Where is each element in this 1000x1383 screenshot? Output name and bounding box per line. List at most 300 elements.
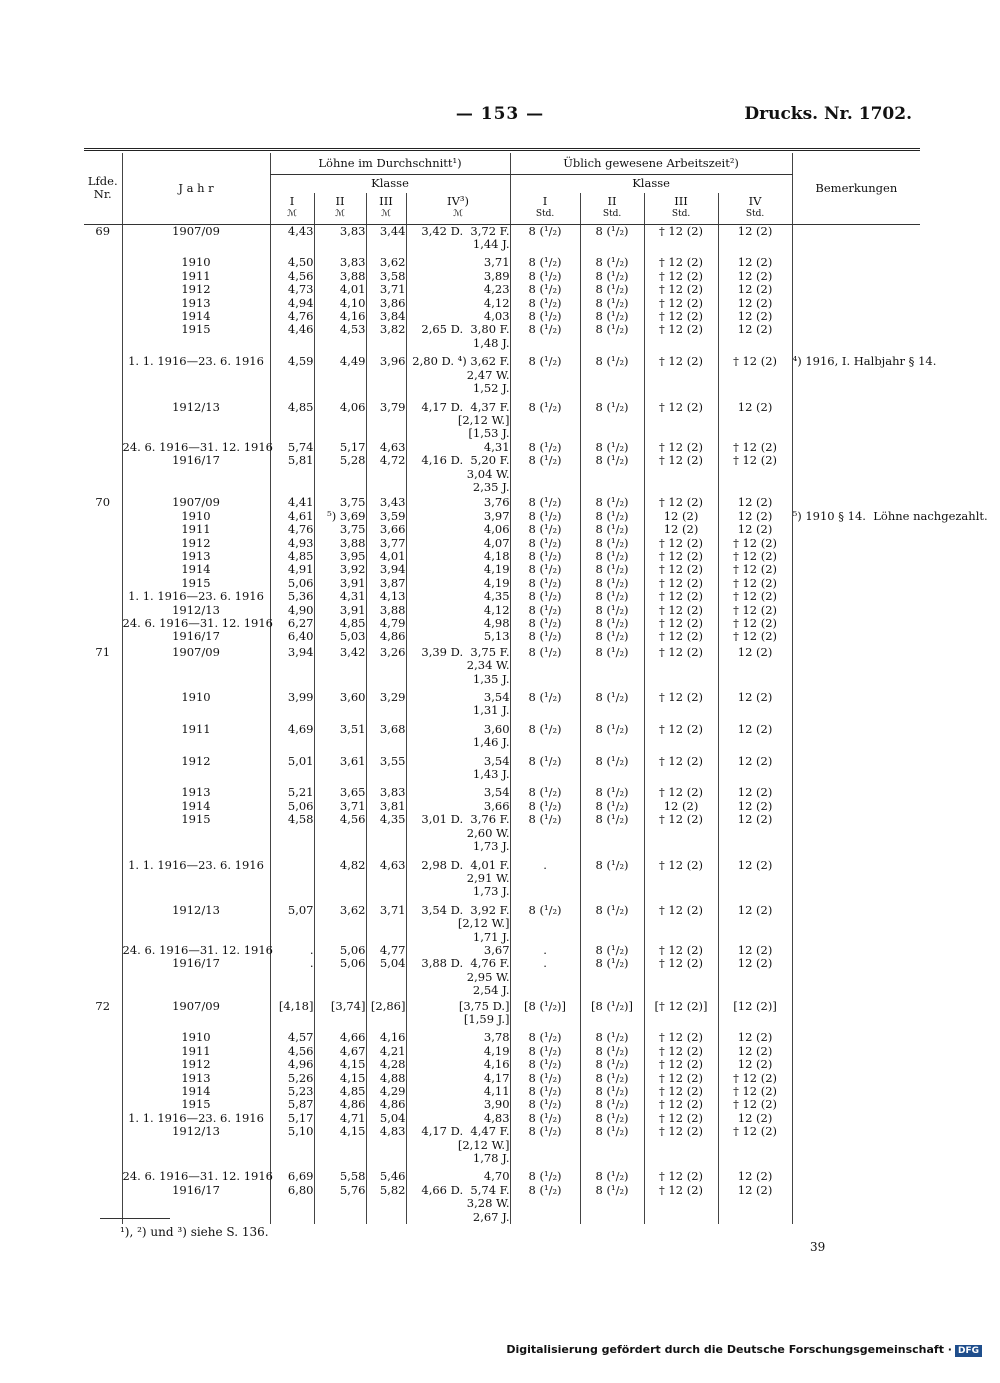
cell-a4: 12 (2) bbox=[718, 813, 792, 853]
cell-l4: 3,54 D. 3,92 F. [2,12 W.] 1,71 J. bbox=[406, 899, 510, 944]
cell-rem bbox=[792, 1072, 920, 1085]
cell-a3: † 12 (2) bbox=[644, 310, 718, 323]
cell-a4: 12 (2) bbox=[718, 510, 792, 523]
table-row bbox=[84, 899, 920, 944]
col-arbeitszeit: Üblich gewesene Arbeitszeit²) bbox=[510, 153, 792, 175]
cell-l4: 3,67 bbox=[406, 944, 510, 957]
cell-a1: 8 (¹/₂) bbox=[510, 224, 580, 251]
cell-a3: † 12 (2) bbox=[644, 537, 718, 550]
cell-a1: 8 (¹/₂) bbox=[510, 1184, 580, 1224]
cell-l4: 4,12 bbox=[406, 297, 510, 310]
cell-a3: † 12 (2) bbox=[644, 1045, 718, 1058]
cell-a1: 8 (¹/₂) bbox=[510, 310, 580, 323]
cell-nr bbox=[84, 854, 122, 899]
cell-jahr: 1912 bbox=[122, 750, 270, 782]
cell-l3: 3,68 bbox=[366, 718, 406, 750]
cell-a3: † 12 (2) bbox=[644, 550, 718, 563]
cell-a2: 8 (¹/₂) bbox=[580, 854, 644, 899]
cell-l3: 5,04 bbox=[366, 957, 406, 997]
cell-jahr: 1911 bbox=[122, 523, 270, 536]
cell-nr bbox=[84, 718, 122, 750]
cell-nr bbox=[84, 1058, 122, 1071]
cell-l3: 4,77 bbox=[366, 944, 406, 957]
cell-nr bbox=[84, 750, 122, 782]
cell-a3: † 12 (2) bbox=[644, 441, 718, 454]
cell-l2: 5,17 bbox=[314, 441, 366, 454]
cell-a2: 8 (¹/₂) bbox=[580, 899, 644, 944]
cell-a3: † 12 (2) bbox=[644, 944, 718, 957]
cell-a1: 8 (¹/₂) bbox=[510, 510, 580, 523]
cell-l4: 3,54 1,43 J. bbox=[406, 750, 510, 782]
cell-a1: 8 (¹/₂) bbox=[510, 396, 580, 441]
cell-a1: 8 (¹/₂) bbox=[510, 781, 580, 799]
dfg-logo: DFG bbox=[955, 1345, 982, 1357]
cell-a2: 8 (¹/₂) bbox=[580, 800, 644, 813]
cell-a4: 12 (2) bbox=[718, 251, 792, 269]
cell-rem: ⁴) 1916, I. Halbjahr § 14. bbox=[792, 350, 920, 395]
cell-rem bbox=[792, 1112, 920, 1125]
cell-l3: 4,16 bbox=[366, 1026, 406, 1044]
cell-jahr: 24. 6. 1916—31. 12. 1916 bbox=[122, 616, 273, 630]
cell-nr bbox=[84, 523, 122, 536]
cell-l3: 4,83 bbox=[366, 1125, 406, 1165]
cell-nr bbox=[84, 577, 122, 590]
cell-a3: † 12 (2) bbox=[644, 224, 718, 251]
cell-l2: 3,51 bbox=[314, 718, 366, 750]
cell-a4: 12 (2) bbox=[718, 1045, 792, 1058]
cell-rem bbox=[792, 523, 920, 536]
cell-jahr: 1914 bbox=[122, 800, 270, 813]
table-row bbox=[84, 323, 920, 350]
cell-l3: 3,83 bbox=[366, 781, 406, 799]
cell-l4: 4,11 bbox=[406, 1085, 510, 1098]
cell-a2: 8 (¹/₂) bbox=[580, 590, 644, 603]
cell-l2: 3,75 bbox=[314, 523, 366, 536]
cell-nr bbox=[84, 781, 122, 799]
cell-a3: † 12 (2) bbox=[644, 283, 718, 296]
cell-a3: 12 (2) bbox=[644, 523, 718, 536]
cell-a1: 8 (¹/₂) bbox=[510, 1026, 580, 1044]
cell-l4: 4,18 bbox=[406, 550, 510, 563]
cell-l4: 4,06 bbox=[406, 523, 510, 536]
cell-a4: 12 (2) bbox=[718, 1184, 792, 1224]
cell-nr bbox=[84, 899, 122, 944]
cell-l1: 5,07 bbox=[270, 899, 314, 944]
cell-l4: 3,60 1,46 J. bbox=[406, 718, 510, 750]
cell-a2: 8 (¹/₂) bbox=[580, 718, 644, 750]
klasse-loehne: Klasse bbox=[270, 175, 510, 193]
cell-a4: 12 (2) bbox=[718, 1112, 792, 1125]
cell-a3: † 12 (2) bbox=[644, 617, 718, 630]
cell-nr bbox=[84, 1026, 122, 1044]
cell-a4: 12 (2) bbox=[718, 957, 792, 997]
cell-jahr: 1907/09 bbox=[122, 644, 270, 686]
footnote-rule bbox=[100, 1218, 170, 1219]
subcol-header bbox=[270, 193, 314, 224]
cell-rem bbox=[792, 686, 920, 718]
cell-jahr: 1912 bbox=[122, 283, 270, 296]
cell-rem: ⁵) 1910 § 14. Löhne nachgezahlt. bbox=[792, 508, 988, 523]
cell-nr bbox=[84, 944, 122, 957]
cell-a4: † 12 (2) bbox=[718, 1125, 792, 1165]
cell-l3: 4,01 bbox=[366, 550, 406, 563]
cell-a2: 8 (¹/₂) bbox=[580, 270, 644, 283]
cell-rem bbox=[792, 297, 920, 310]
cell-nr bbox=[84, 1112, 122, 1125]
cell-rem bbox=[792, 550, 920, 563]
table-row bbox=[84, 224, 920, 251]
cell-a3: † 12 (2) bbox=[644, 1112, 718, 1125]
cell-l2: 5,28 bbox=[314, 454, 366, 494]
cell-l3: 3,96 bbox=[366, 350, 406, 395]
cell-a3: † 12 (2) bbox=[644, 563, 718, 576]
cell-a1: 8 (¹/₂) bbox=[510, 1125, 580, 1165]
cell-a3: † 12 (2) bbox=[644, 251, 718, 269]
table-row bbox=[84, 998, 920, 1027]
cell-jahr: 1916/17 bbox=[122, 1184, 270, 1224]
cell-l2: 4,85 bbox=[314, 1085, 366, 1098]
cell-rem bbox=[792, 957, 920, 997]
table-row bbox=[84, 297, 920, 310]
col-loehne: Löhne im Durchschnitt¹) bbox=[270, 153, 510, 175]
klasse-label: II bbox=[607, 193, 617, 208]
klasse-label: I bbox=[289, 193, 295, 208]
cell-a3: † 12 (2) bbox=[644, 1098, 718, 1111]
cell-a1: . bbox=[510, 854, 580, 899]
table-row bbox=[84, 781, 920, 799]
cell-nr bbox=[84, 510, 122, 523]
cell-a3: † 12 (2) bbox=[644, 854, 718, 899]
cell-l2: 3,88 bbox=[314, 537, 366, 550]
cell-l1: 4,46 bbox=[270, 323, 314, 350]
cell-l4: [3,75 D.] [1,59 J.] bbox=[406, 998, 510, 1027]
cell-a1: 8 (¹/₂) bbox=[510, 644, 580, 686]
cell-a2: 8 (¹/₂) bbox=[580, 1045, 644, 1058]
cell-l1: 4,85 bbox=[270, 550, 314, 563]
cell-l3: 3,81 bbox=[366, 800, 406, 813]
cell-jahr: 1911 bbox=[122, 270, 270, 283]
cell-a4: 12 (2) bbox=[718, 270, 792, 283]
unit-label: ℳ bbox=[335, 209, 345, 220]
cell-jahr: 1916/17 bbox=[122, 630, 270, 643]
cell-nr bbox=[84, 590, 122, 603]
cell-a2: 8 (¹/₂) bbox=[580, 1165, 644, 1183]
cell-nr bbox=[84, 800, 122, 813]
cell-l2: 4,31 bbox=[314, 590, 366, 603]
cell-l4: 3,01 D. 3,76 F. 2,60 W. 1,73 J. bbox=[406, 813, 510, 853]
subcol-header bbox=[644, 193, 718, 224]
cell-l4: 3,54 1,31 J. bbox=[406, 686, 510, 718]
table-row bbox=[84, 718, 920, 750]
cell-a2: 8 (¹/₂) bbox=[580, 310, 644, 323]
cell-nr bbox=[84, 283, 122, 296]
banner-text: Digitalisierung gefördert durch die Deutsche Forschungsgemeinschaft · bbox=[506, 1343, 952, 1356]
klasse-label: I bbox=[542, 193, 548, 208]
cell-nr bbox=[84, 1098, 122, 1111]
cell-a3: † 12 (2) bbox=[644, 718, 718, 750]
cell-a1: 8 (¹/₂) bbox=[510, 590, 580, 603]
cell-nr bbox=[84, 957, 122, 997]
cell-a4: 12 (2) bbox=[718, 310, 792, 323]
cell-l4: 3,54 bbox=[406, 781, 510, 799]
cell-rem bbox=[792, 854, 920, 899]
cell-l1: 4,76 bbox=[270, 310, 314, 323]
cell-a4: † 12 (2) bbox=[718, 537, 792, 550]
cell-a3: † 12 (2) bbox=[644, 1026, 718, 1044]
cell-a2: 8 (¹/₂) bbox=[580, 944, 644, 957]
cell-a1: 8 (¹/₂) bbox=[510, 718, 580, 750]
cell-l1: 4,58 bbox=[270, 813, 314, 853]
col-jahr: J a h r bbox=[122, 153, 270, 224]
klasse-label: II bbox=[335, 193, 345, 208]
cell-l1: 6,40 bbox=[270, 630, 314, 643]
cell-l1: 5,23 bbox=[270, 1085, 314, 1098]
cell-a3: † 12 (2) bbox=[644, 604, 718, 617]
cell-jahr: 1914 bbox=[122, 310, 270, 323]
cell-l3: 4,13 bbox=[366, 590, 406, 603]
cell-a3: † 12 (2) bbox=[644, 577, 718, 590]
cell-nr bbox=[84, 630, 122, 643]
cell-rem bbox=[792, 1085, 920, 1098]
cell-a3: † 12 (2) bbox=[644, 494, 718, 509]
cell-a3: † 12 (2) bbox=[644, 454, 718, 494]
cell-a1: 8 (¹/₂) bbox=[510, 297, 580, 310]
cell-l3: 3,43 bbox=[366, 494, 406, 509]
cell-l2: 3,92 bbox=[314, 563, 366, 576]
cell-l1: 4,59 bbox=[270, 350, 314, 395]
cell-nr bbox=[84, 537, 122, 550]
cell-jahr: 1913 bbox=[122, 550, 270, 563]
cell-l4: 4,07 bbox=[406, 537, 510, 550]
cell-rem bbox=[792, 537, 920, 550]
unit-label: ℳ bbox=[453, 209, 463, 220]
unit-label: ℳ bbox=[381, 209, 391, 220]
cell-l2: 4,86 bbox=[314, 1098, 366, 1111]
cell-l4: 5,13 bbox=[406, 630, 510, 643]
unit-label: Std. bbox=[745, 209, 765, 220]
table-row bbox=[84, 957, 920, 997]
cell-l3: [2,86] bbox=[366, 998, 406, 1027]
cell-rem bbox=[792, 800, 920, 813]
cell-jahr: 1. 1. 1916—23. 6. 1916 bbox=[122, 350, 270, 395]
cell-a1: 8 (¹/₂) bbox=[510, 1112, 580, 1125]
cell-nr bbox=[84, 813, 122, 853]
cell-l1: 3,94 bbox=[270, 644, 314, 686]
cell-a4: † 12 (2) bbox=[718, 454, 792, 494]
table-row bbox=[84, 577, 920, 590]
cell-rem bbox=[792, 813, 920, 853]
cell-a1: 8 (¹/₂) bbox=[510, 686, 580, 718]
cell-a4: † 12 (2) bbox=[718, 604, 792, 617]
cell-a1: 8 (¹/₂) bbox=[510, 899, 580, 944]
cell-a4: † 12 (2) bbox=[718, 1098, 792, 1111]
cell-l1: 6,80 bbox=[270, 1184, 314, 1224]
table-row bbox=[84, 523, 920, 536]
cell-a3: † 12 (2) bbox=[644, 899, 718, 944]
cell-nr bbox=[84, 1165, 122, 1183]
cell-a4: [12 (2)] bbox=[718, 998, 792, 1027]
cell-jahr: 1913 bbox=[122, 1072, 270, 1085]
cell-l1: 4,43 bbox=[270, 224, 314, 251]
cell-a2: 8 (¹/₂) bbox=[580, 1184, 644, 1224]
cell-rem bbox=[792, 251, 920, 269]
cell-a1: 8 (¹/₂) bbox=[510, 550, 580, 563]
cell-a1: 8 (¹/₂) bbox=[510, 630, 580, 643]
cell-a1: 8 (¹/₂) bbox=[510, 494, 580, 509]
cell-rem bbox=[792, 441, 920, 454]
cell-l1: 5,74 bbox=[270, 441, 314, 454]
cell-a3: † 12 (2) bbox=[644, 686, 718, 718]
cell-a1: 8 (¹/₂) bbox=[510, 1072, 580, 1085]
cell-l3: 3,82 bbox=[366, 323, 406, 350]
cell-jahr: 1910 bbox=[122, 510, 270, 523]
cell-l4: 3,88 D. 4,76 F. 2,95 W. 2,54 J. bbox=[406, 957, 510, 997]
table-row bbox=[84, 396, 920, 441]
cell-a2: 8 (¹/₂) bbox=[580, 441, 644, 454]
table-row bbox=[84, 454, 920, 494]
unit-label: ℳ bbox=[287, 209, 297, 220]
subcol-header bbox=[580, 193, 644, 224]
unit-label: Std. bbox=[602, 209, 622, 220]
cell-l3: 3,55 bbox=[366, 750, 406, 782]
cell-a1: 8 (¹/₂) bbox=[510, 251, 580, 269]
cell-a2: [8 (¹/₂)] bbox=[580, 998, 644, 1027]
cell-a3: † 12 (2) bbox=[644, 350, 718, 395]
cell-l3: 3,79 bbox=[366, 396, 406, 441]
cell-rem bbox=[792, 283, 920, 296]
cell-l4: 4,16 D. 5,20 F. 3,04 W. 2,35 J. bbox=[406, 454, 510, 494]
cell-l1: 5,01 bbox=[270, 750, 314, 782]
cell-a4: 12 (2) bbox=[718, 494, 792, 509]
cell-a3: † 12 (2) bbox=[644, 590, 718, 603]
cell-l1: [4,18] bbox=[270, 998, 314, 1027]
klasse-label: IV³) bbox=[447, 193, 469, 208]
cell-a1: 8 (¹/₂) bbox=[510, 1098, 580, 1111]
cell-a2: 8 (¹/₂) bbox=[580, 350, 644, 395]
cell-l3: 4,21 bbox=[366, 1045, 406, 1058]
cell-a2: 8 (¹/₂) bbox=[580, 750, 644, 782]
cell-l2: 3,42 bbox=[314, 644, 366, 686]
cell-a4: 12 (2) bbox=[718, 297, 792, 310]
document-reference: Drucks. Nr. 1702. bbox=[744, 104, 912, 124]
cell-a2: 8 (¹/₂) bbox=[580, 510, 644, 523]
cell-l3: 3,87 bbox=[366, 577, 406, 590]
cell-l4: 4,23 bbox=[406, 283, 510, 296]
cell-l3: 3,29 bbox=[366, 686, 406, 718]
cell-l1: 5,17 bbox=[270, 1112, 314, 1125]
cell-l1: 4,76 bbox=[270, 523, 314, 536]
cell-l3: 3,62 bbox=[366, 251, 406, 269]
cell-l4: 4,35 bbox=[406, 590, 510, 603]
cell-nr bbox=[84, 454, 122, 494]
cell-a4: 12 (2) bbox=[718, 781, 792, 799]
cell-rem bbox=[792, 1184, 920, 1224]
cell-l2: 3,71 bbox=[314, 800, 366, 813]
cell-l1: 5,81 bbox=[270, 454, 314, 494]
cell-a1: 8 (¹/₂) bbox=[510, 523, 580, 536]
cell-l2: 3,62 bbox=[314, 899, 366, 944]
cell-nr bbox=[84, 617, 122, 630]
cell-nr bbox=[84, 441, 122, 454]
table-row bbox=[84, 604, 920, 617]
table-row bbox=[84, 1184, 920, 1224]
table-row bbox=[84, 310, 920, 323]
cell-l4: 3,71 bbox=[406, 251, 510, 269]
cell-l3: 3,26 bbox=[366, 644, 406, 686]
cell-l3: 3,88 bbox=[366, 604, 406, 617]
cell-nr bbox=[84, 604, 122, 617]
cell-a3: † 12 (2) bbox=[644, 1072, 718, 1085]
cell-rem bbox=[792, 224, 920, 251]
cell-l3: 4,63 bbox=[366, 854, 406, 899]
cell-rem bbox=[792, 1026, 920, 1044]
cell-a3: † 12 (2) bbox=[644, 1125, 718, 1165]
cell-a2: 8 (¹/₂) bbox=[580, 523, 644, 536]
page-number: — 153 — bbox=[455, 104, 545, 124]
cell-l1: 5,21 bbox=[270, 781, 314, 799]
cell-rem bbox=[792, 323, 920, 350]
klasse-label: III bbox=[379, 193, 393, 208]
cell-a3: † 12 (2) bbox=[644, 1085, 718, 1098]
cell-a3: † 12 (2) bbox=[644, 1165, 718, 1183]
cell-rem bbox=[792, 718, 920, 750]
cell-a1: 8 (¹/₂) bbox=[510, 350, 580, 395]
col-bemerkungen: Bemerkungen bbox=[792, 153, 920, 224]
table-row bbox=[84, 251, 920, 269]
cell-a4: † 12 (2) bbox=[718, 563, 792, 576]
table-row bbox=[84, 1112, 920, 1125]
cell-jahr: 1. 1. 1916—23. 6. 1916 bbox=[122, 1112, 270, 1125]
table-row bbox=[84, 1045, 920, 1058]
cell-l2: 4,16 bbox=[314, 310, 366, 323]
cell-a4: † 12 (2) bbox=[718, 1072, 792, 1085]
cell-a4: † 12 (2) bbox=[718, 590, 792, 603]
cell-jahr: 24. 6. 1916—31. 12. 1916 bbox=[122, 1165, 270, 1183]
cell-rem bbox=[792, 310, 920, 323]
cell-a2: 8 (¹/₂) bbox=[580, 323, 644, 350]
cell-l3: 4,72 bbox=[366, 454, 406, 494]
cell-nr bbox=[84, 1125, 122, 1165]
cell-l1: 4,93 bbox=[270, 537, 314, 550]
cell-a2: 8 (¹/₂) bbox=[580, 1085, 644, 1098]
cell-jahr: 1. 1. 1916—23. 6. 1916 bbox=[122, 590, 270, 603]
cell-l2: 3,83 bbox=[314, 251, 366, 269]
cell-a2: 8 (¹/₂) bbox=[580, 1058, 644, 1071]
cell-nr bbox=[84, 563, 122, 576]
cell-l4: 3,89 bbox=[406, 270, 510, 283]
cell-nr bbox=[84, 310, 122, 323]
cell-l1: 4,57 bbox=[270, 1026, 314, 1044]
cell-rem bbox=[792, 630, 920, 643]
cell-l3: 4,63 bbox=[366, 441, 406, 454]
cell-a1: 8 (¹/₂) bbox=[510, 441, 580, 454]
cell-a1: 8 (¹/₂) bbox=[510, 800, 580, 813]
subcol-header bbox=[406, 193, 510, 224]
cell-a1: 8 (¹/₂) bbox=[510, 617, 580, 630]
cell-jahr: 1910 bbox=[122, 686, 270, 718]
cell-a3: † 12 (2) bbox=[644, 813, 718, 853]
cell-l1: 4,85 bbox=[270, 396, 314, 441]
cell-a2: 8 (¹/₂) bbox=[580, 644, 644, 686]
cell-l4: 2,65 D. 3,80 F. 1,48 J. bbox=[406, 323, 510, 350]
cell-l3: 5,82 bbox=[366, 1184, 406, 1224]
cell-a3: † 12 (2) bbox=[644, 644, 718, 686]
klasse-label: IV bbox=[748, 193, 762, 208]
cell-a4: † 12 (2) bbox=[718, 630, 792, 643]
cell-jahr: 1907/09 bbox=[122, 998, 270, 1027]
cell-l2: 4,01 bbox=[314, 283, 366, 296]
cell-l3: 4,79 bbox=[366, 617, 406, 630]
